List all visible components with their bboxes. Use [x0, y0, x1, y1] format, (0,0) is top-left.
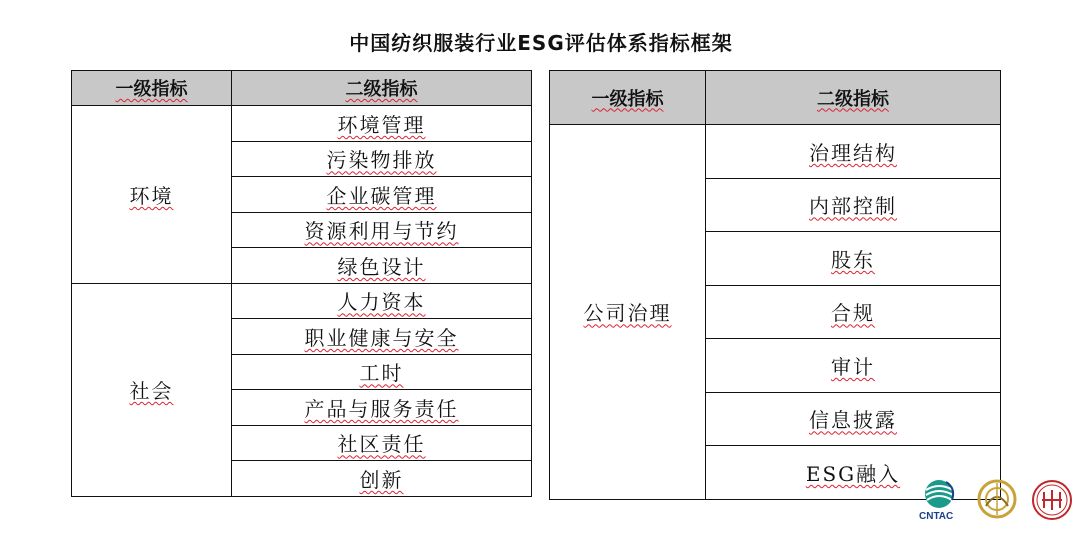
right-indicator-table — [549, 70, 1001, 500]
header-level2: 二级指标 — [706, 71, 1001, 125]
level2-cell: 审计 — [706, 339, 1001, 393]
table-row — [550, 125, 1001, 179]
level2-cell: 环境管理 — [232, 106, 532, 142]
level2-cell: 创新 — [232, 461, 532, 497]
table-row — [72, 283, 532, 319]
gold-emblem-icon — [976, 478, 1018, 520]
table-header-row — [72, 71, 532, 106]
level1-cell-governance: 公司治理 — [550, 125, 706, 500]
level2-cell: 治理结构 — [706, 125, 1001, 179]
header-level2: 二级指标 — [232, 71, 532, 106]
left-indicator-table — [71, 70, 532, 497]
header-level1: 一级指标 — [72, 71, 232, 106]
level2-cell: 人力资本 — [232, 283, 532, 319]
level2-cell: 工时 — [232, 354, 532, 390]
level2-cell: 产品与服务责任 — [232, 390, 532, 426]
level1-cell-society: 社会 — [72, 283, 232, 496]
level2-cell: 污染物排放 — [232, 141, 532, 177]
level2-cell: ESG融入 — [706, 446, 1001, 500]
level1-cell-environment: 环境 — [72, 106, 232, 284]
table-header-row — [550, 71, 1001, 125]
cntac-logo-text: CNTAC — [919, 511, 954, 522]
header-level1: 一级指标 — [550, 71, 706, 125]
level2-cell: 资源利用与节约 — [232, 212, 532, 248]
level2-cell: 内部控制 — [706, 178, 1001, 232]
level2-cell: 职业健康与安全 — [232, 319, 532, 355]
level2-cell: 股东 — [706, 232, 1001, 286]
logo-strip — [914, 478, 1082, 528]
level2-cell: 合规 — [706, 285, 1001, 339]
table-row — [72, 106, 532, 142]
cntac-logo-icon — [920, 478, 960, 512]
level2-cell: 信息披露 — [706, 392, 1001, 446]
level2-cell: 社区责任 — [232, 425, 532, 461]
level2-cell: 绿色设计 — [232, 248, 532, 284]
red-seal-icon — [1030, 478, 1074, 522]
page-title: 中国纺织服装行业ESG评估体系指标框架 — [349, 31, 733, 55]
level2-cell: 企业碳管理 — [232, 177, 532, 213]
